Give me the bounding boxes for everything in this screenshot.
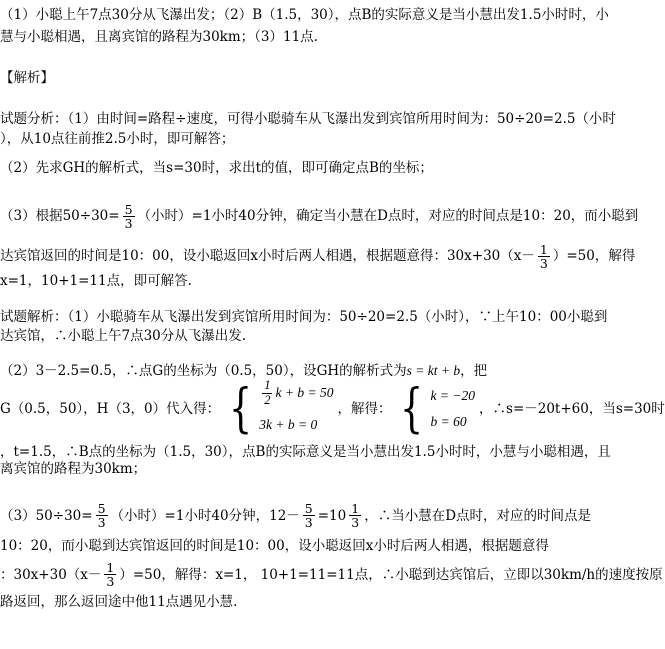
fraction-5-3 — [96, 502, 108, 529]
solution-line-3 — [0, 362, 487, 380]
system-equation-2: 3k + b = 0 — [259, 416, 318, 432]
equation-text: k + b = 50 — [275, 384, 334, 400]
solution-line-7 — [0, 502, 591, 529]
solution-line-4 — [0, 378, 665, 439]
solution-line-6: 离宾馆的路程为30km； — [0, 461, 147, 477]
solution-line-1: 试题解析：（1）小聪骑车从飞瀑出发到宾馆所用时间为：50÷20=2.5（小时），∵上午10：00小聪到 — [0, 309, 608, 325]
fraction-denominator: 3 — [304, 515, 313, 531]
text-segment: ，把 — [460, 363, 488, 379]
fraction-1-3 — [104, 561, 116, 588]
system-rows — [259, 378, 334, 436]
system-equation-1 — [259, 378, 334, 407]
text-segment: ）=50，解得：x=1， 10+1=11=11点，∴小聪到达宾馆后，立即以30km/h的速度按原 — [119, 566, 663, 583]
analysis-line-4 — [0, 203, 638, 230]
text-segment: 达宾馆返回的时间是10：00，设小聪返回x小时后两人相遇，根据题意得：30x+30（x－ — [0, 248, 535, 265]
system-equation-2: b = 60 — [430, 413, 467, 429]
text-segment: ，解得： — [337, 400, 392, 417]
fraction-denominator: 3 — [97, 515, 106, 531]
system-equation-1: k = −20 — [430, 387, 476, 403]
analysis-line-6: x=1，10+1=11点，即可解答. — [0, 273, 192, 289]
analysis-line-3: （2）先求GH的解析式，当s=30时，求出t的值，即可确定点B的坐标； — [0, 160, 433, 176]
text-segment: ：30x+30（x－ — [0, 566, 102, 583]
text-segment: =10 — [317, 507, 347, 524]
text-segment: ，∴s=－20t+60，当s=30时 — [479, 400, 665, 417]
fraction-5-3 — [303, 502, 315, 529]
fraction-numerator: 1 — [264, 378, 271, 393]
text-segment: G（0.5，50），H（3，0）代入得： — [0, 400, 221, 417]
answer-line-1: （1）小聪上午7点30分从飞瀑出发；（2）B（1.5，30），点B的实际意义是当小慧出发1.5小时时，小 — [0, 7, 609, 23]
fraction-denominator: 3 — [539, 256, 548, 272]
solution-line-9 — [0, 561, 663, 588]
solution-line-10: 路返回，那么返回途中他11点遇见小慧. — [0, 594, 238, 610]
text-segment: （3）50÷30= — [0, 507, 93, 524]
equation-system-1 — [224, 378, 334, 439]
text-segment: （3）根据50÷30= — [0, 208, 120, 225]
solution-line-8: 10：20，而小聪到达宾馆返回的时间是10：00，设小聪返回x小时后两人相遇，根据题意得 — [0, 538, 549, 554]
fraction-numerator: 1 — [351, 501, 360, 516]
fraction-5-3 — [123, 203, 135, 230]
answer-line-2: 慧与小聪相遇，且离宾馆的路程为30km；（3）11点. — [0, 29, 318, 45]
text-segment: ）=50，解得 — [552, 248, 636, 265]
text-segment: （小时）=1小时40分钟，12－ — [110, 507, 300, 524]
brace-icon: { — [229, 379, 253, 439]
fraction-numerator: 1 — [106, 560, 115, 575]
fraction-denominator: 3 — [124, 216, 133, 232]
analysis-line-2: ），从10点往前推2.5小时，即可解答； — [0, 131, 235, 147]
system-rows — [431, 385, 475, 433]
fraction-numerator: 1 — [539, 242, 548, 257]
text-segment: （2）3－2.5=0.5，∴点G的坐标为（0.5，50），设GH的解析式为 — [0, 363, 407, 379]
fraction-1-3 — [349, 502, 361, 529]
fraction-numerator: 5 — [124, 202, 133, 217]
equation-s-kt-b: s = kt + b — [406, 363, 461, 378]
fraction-1-2 — [262, 379, 272, 406]
equation-system-2 — [395, 379, 476, 439]
brace-icon: { — [400, 379, 424, 439]
text-segment: （小时）=1小时40分钟，确定当小慧在D点时，对应的时间点是10：20，而小聪到 — [137, 208, 639, 225]
analysis-line-5 — [0, 243, 635, 270]
fraction-numerator: 5 — [97, 501, 106, 516]
solution-line-2: 达宾馆，∴小聪上午7点30分从飞瀑出发. — [0, 328, 247, 344]
text-segment: ，∴当小慧在D点时，对应的时间点是 — [364, 507, 592, 524]
solution-line-5: ，t=1.5，∴B点的坐标为（1.5，30），点B的实际意义是当小慧出发1.5小时时，小慧与小聪相遇，且 — [0, 444, 611, 460]
fraction-1-3 — [538, 243, 550, 270]
section-heading-jiexi: 【解析】 — [0, 70, 54, 86]
fraction-denominator: 2 — [264, 392, 271, 407]
fraction-numerator: 5 — [304, 501, 313, 516]
fraction-denominator: 3 — [351, 515, 360, 531]
analysis-line-1: 试题分析：（1）由时间=路程÷速度，可得小聪骑车从飞瀑出发到宾馆所用时间为：50÷20=2.5（小时 — [0, 111, 616, 127]
fraction-denominator: 3 — [106, 574, 115, 590]
